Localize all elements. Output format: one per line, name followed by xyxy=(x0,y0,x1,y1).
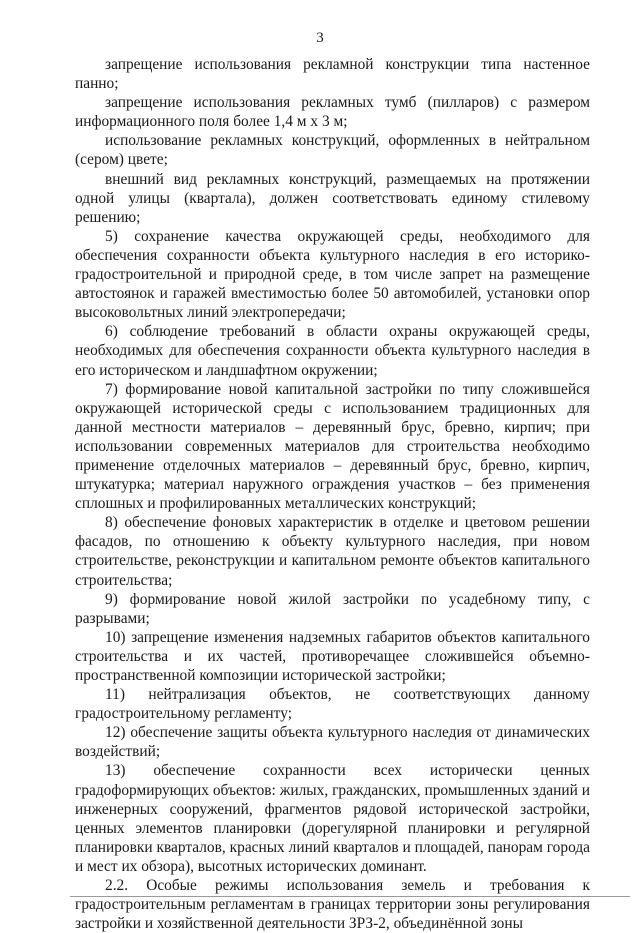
page-number: 3 xyxy=(316,30,324,46)
paragraph-item-6: 6) соблюдение требований в области охраны окружающей среды, необходимых для обеспечения сохранности объекта культурного наследия в его историческом и ландшафтном окружении; xyxy=(75,323,590,379)
paragraph-billboard-panel-ban: запрещение использования рекламной конструкции типа настенное панно; xyxy=(75,56,590,93)
paragraph-item-11: 11) нейтрализация объектов, не соответствующих данному градостроительному регламенту; xyxy=(75,686,590,723)
paragraph-unified-style: внешний вид рекламных конструкций, размещаемых на протяжении одной улицы (квартала), должен соответствовать единому стилевому решению; xyxy=(75,170,590,226)
paragraph-item-7: 7) формирование новой капитальной застройки по типу сложившейся окружающей исторической среды с использованием традиционных для данной местности материалов – деревянный брус, бревно, кирпич; при использовании современных материалов для строительства необходимо применение отделочных материалов – деревянный брус, бревно, кирпич, штукатурка; материал наружного ограждения участков – без применения сплошных и профилированных металлических конструкций; xyxy=(75,380,590,513)
paragraph-section-2-2: 2.2. Особые режимы использования земель и требования к градостроительным регламентам в границах территории зоны регулирования застройки и хозяйственной деятельности ЗРЗ-2, объединённой зоны xyxy=(75,877,590,933)
paragraph-item-5: 5) сохранение качества окружающей среды, необходимого для обеспечения сохранности объекта культурного наследия в его историко-градостроительной и природной среде, в том числе запрет на размещение автостоянок и гаражей вместимостью более 50 автомобилей, установки опор высоковольтных линий электропередачи; xyxy=(75,227,590,322)
paragraph-pillar-ban: запрещение использования рекламных тумб (пилларов) с размером информационного поля более 1,4 м х 3 м; xyxy=(75,94,590,131)
paragraph-item-10: 10) запрещение изменения надземных габаритов объектов капитального строительства и их частей, противоречащее сложившейся объемно-пространственной композиции исторической застройки; xyxy=(75,628,590,684)
page-bottom-edge xyxy=(70,896,630,897)
paragraph-item-9: 9) формирование новой жилой застройки по усадебному типу, с разрывами; xyxy=(75,590,590,627)
paragraph-item-8: 8) обеспечение фоновых характеристик в отделке и цветовом решении фасадов, по отношению к объекту культурного наследия, при новом строительстве, реконструкции и капитальном ремонте объектов капитального строительства; xyxy=(75,514,590,589)
document-body xyxy=(75,55,590,933)
paragraph-neutral-color: использование рекламных конструкций, оформленных в нейтральном (сером) цвете; xyxy=(75,132,590,169)
paragraph-item-13: 13) обеспечение сохранности всех исторически ценных градоформирующих объектов: жилых, гражданских, промышленных зданий и инженерных сооружений, фрагментов рядовой исторической застройки, ценных элементов планировки (дорегулярной планировки и регулярной планировки кварталов, красных линий кварталов и площадей, панорам города и мест их обзора), высотных исторических доминант. xyxy=(75,762,590,875)
paragraph-item-12: 12) обеспечение защиты объекта культурного наследия от динамических воздействий; xyxy=(75,724,590,761)
